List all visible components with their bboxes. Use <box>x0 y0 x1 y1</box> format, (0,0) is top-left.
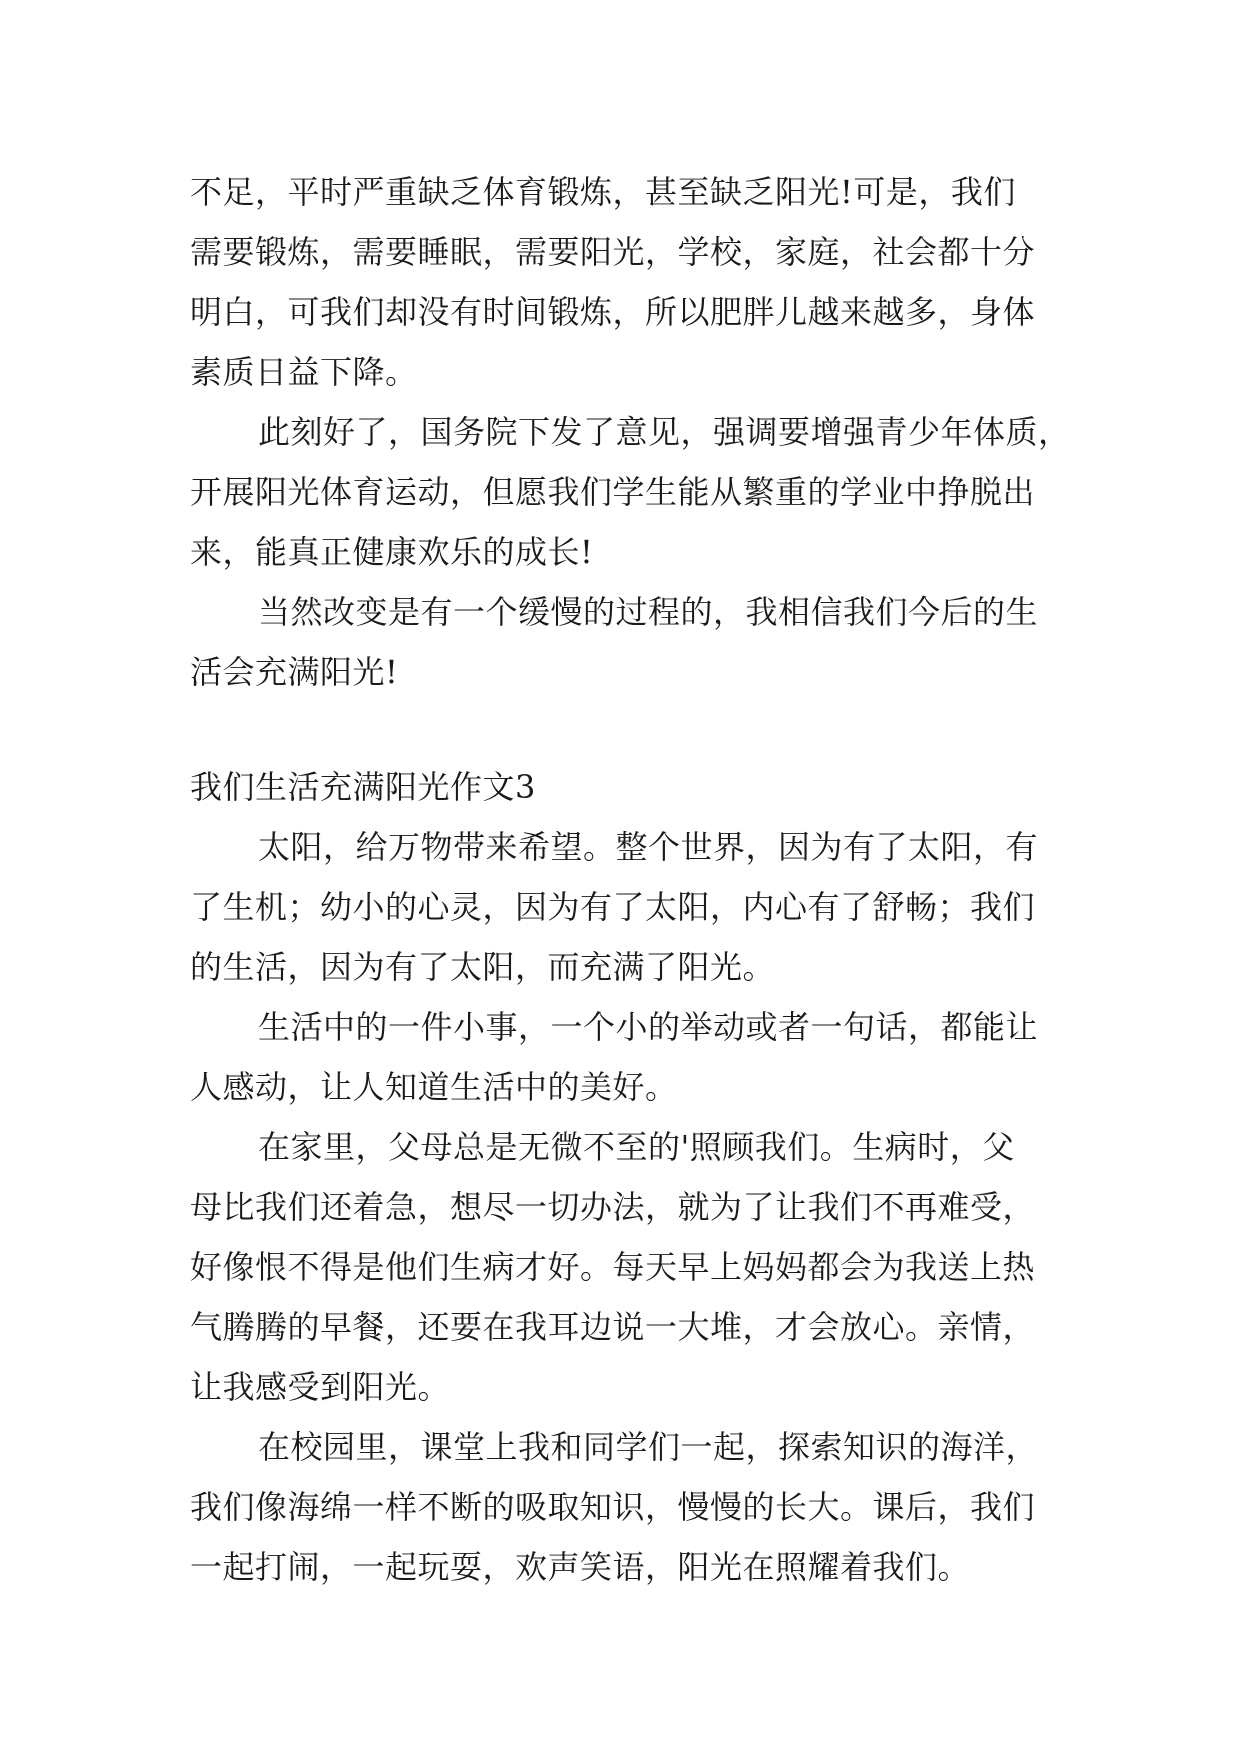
paragraph-2 <box>190 402 1071 582</box>
text-line: 一起打闹，一起玩耍，欢声笑语，阳光在照耀着我们。 <box>190 1548 971 1586</box>
text-line: 的生活，因为有了太阳，而充满了阳光。 <box>190 948 776 986</box>
text-line: 在家里，父母总是无微不至的'照顾我们。生病时，父 <box>258 1128 1015 1166</box>
text-line: 母比我们还着急，想尽一切办法，就为了让我们不再难受， <box>190 1188 1036 1226</box>
text-line: 不足，平时严重缺乏体育锻炼，甚至缺乏阳光!可是，我们 <box>190 173 1016 211</box>
text-line: 在校园里，课堂上我和同学们一起，探索知识的海洋， <box>258 1428 1039 1466</box>
text-line: 当然改变是有一个缓慢的过程的，我相信我们今后的生 <box>258 593 1039 631</box>
paragraph-6 <box>190 1117 1062 1417</box>
text-line: 需要锻炼，需要睡眠，需要阳光，学校，家庭，社会都十分 <box>190 233 1036 271</box>
text-line: 来，能真正健康欢乐的成长! <box>190 533 594 571</box>
paragraph-4 <box>190 817 1062 997</box>
text-line: 了生机；幼小的心灵，因为有了太阳，内心有了舒畅；我们 <box>190 888 1036 926</box>
section-heading: 我们生活充满阳光作文3 <box>190 768 536 806</box>
text-line: 此刻好了，国务院下发了意见，强调要增强青少年体质， <box>258 413 1071 451</box>
text-line: 让我感受到阳光。 <box>190 1368 451 1406</box>
text-line: 人感动，让人知道生活中的美好。 <box>190 1068 678 1106</box>
text-line: 生活中的一件小事，一个小的举动或者一句话，都能让 <box>258 1008 1039 1046</box>
text-line: 开展阳光体育运动，但愿我们学生能从繁重的学业中挣脱出 <box>190 473 1036 511</box>
text-line: 气腾腾的早餐，还要在我耳边说一大堆，才会放心。亲情， <box>190 1308 1036 1346</box>
paragraph-3 <box>190 582 1062 702</box>
text-line: 明白，可我们却没有时间锻炼，所以肥胖儿越来越多，身体 <box>190 293 1036 331</box>
paragraph-1 <box>190 162 1062 402</box>
section-gap <box>190 702 1062 757</box>
text-line: 活会充满阳光! <box>190 653 399 691</box>
document-page <box>190 162 1071 1597</box>
text-line: 好像恨不得是他们生病才好。每天早上妈妈都会为我送上热 <box>190 1248 1036 1286</box>
paragraph-5 <box>190 997 1062 1117</box>
text-line: 太阳，给万物带来希望。整个世界，因为有了太阳，有 <box>258 828 1039 866</box>
text-line: 素质日益下降。 <box>190 353 418 391</box>
paragraph-7 <box>190 1417 1062 1597</box>
text-line: 我们像海绵一样不断的吸取知识，慢慢的长大。课后，我们 <box>190 1488 1036 1526</box>
